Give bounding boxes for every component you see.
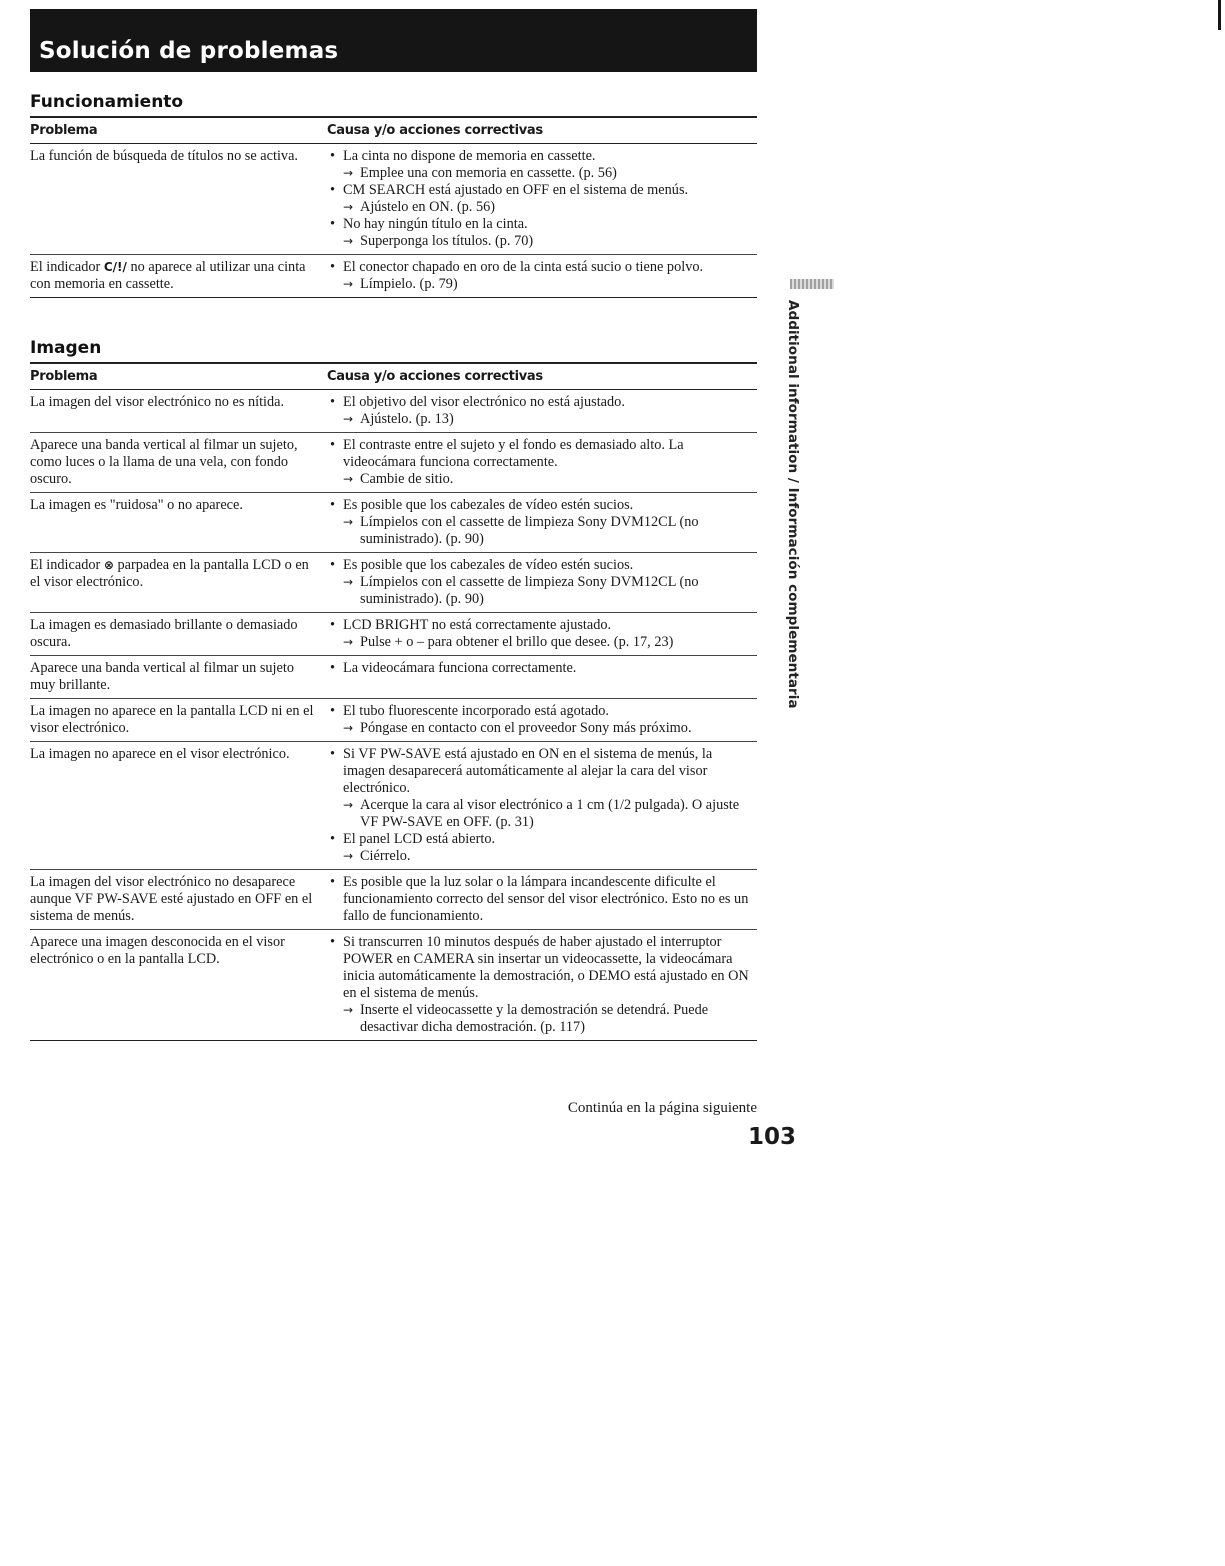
action-item [327,574,757,608]
cause-cell [327,433,757,492]
continue-note: Continúa en la página siguiente [567,1100,757,1116]
problem-cell: La imagen no aparece en la pantalla LCD ni en el visor electrónico. [30,703,314,736]
action-item [327,411,757,428]
action-text: Pulse + o – para obtener el brillo que desee. (p. 17, 23) [360,634,674,650]
cause-text: El tubo fluorescente incorporado está agotado. [343,703,609,719]
problem-text: no aparece al utilizar una cinta con memoria en cassette. [30,259,306,292]
problem-cell: La imagen del visor electrónico no es nítida. [30,394,285,410]
table-row [30,613,757,656]
bullet-icon: • [330,660,336,676]
cause-cell [327,255,757,297]
problem-text: parpadea en la pantalla LCD o en el visor electrónico. [30,557,309,590]
table-row [30,493,757,553]
indicator-icon: C/!/ [103,260,127,274]
action-text: Límpielos con el cassette de limpieza Sony DVM12CL (no suministrado). (p. 90) [360,514,699,547]
problem-cell: La imagen es "ruidosa" o no aparece. [30,497,243,513]
indicator-icon: ⊗ [103,558,114,572]
cause-text: El objetivo del visor electrónico no está ajustado. [343,394,625,410]
arrow-right-icon: → [343,472,354,486]
action-item [327,165,757,182]
action-text: Superponga los títulos. (p. 70) [360,233,534,249]
bullet-icon: • [330,557,336,573]
table-row [30,144,757,255]
cause-item [327,703,757,720]
arrow-right-icon: → [343,515,354,529]
cause-cell [327,144,757,254]
bullet-icon: • [330,703,336,719]
bullet-icon: • [330,934,336,950]
cause-cell [327,742,757,869]
bullet-icon: • [330,874,336,890]
arrow-right-icon: → [343,635,354,649]
bullet-icon: • [330,259,336,275]
problem-text: El indicador [30,259,104,275]
problem-cell: La función de búsqueda de títulos no se activa. [30,148,298,164]
cause-item [327,437,757,471]
cause-cell [327,613,757,655]
cause-text: Es posible que los cabezales de vídeo estén sucios. [343,557,634,573]
table-row [30,656,757,699]
section-imagen [30,334,757,1041]
action-item [327,848,757,865]
problem-cell: La imagen es demasiado brillante o demasiado oscura. [30,617,298,650]
action-text: Acerque la cara al visor electrónico a 1 cm (1/2 pulgada). O ajuste VF PW-SAVE en OFF. (p. 31) [360,797,740,830]
bullet-icon: • [330,617,336,633]
table-row [30,553,757,613]
side-tab-label: Additional information / Información complementaria [785,300,801,709]
cause-text: El contraste entre el sujeto y el fondo es demasiado alto. La videocámara funciona correctamente. [343,437,684,470]
page-title: Solución de problemas [39,38,339,64]
cause-item [327,934,757,1002]
table-row [30,870,757,930]
section-funcionamiento [30,88,757,298]
problem-cell [30,553,327,612]
table-row [30,433,757,493]
cause-text: La videocámara funciona correctamente. [343,660,577,676]
table-row [30,390,757,433]
action-text: Ajústelo en ON. (p. 56) [360,199,496,215]
problem-cell: Aparece una banda vertical al filmar un sujeto, como luces o la llama de una vela, con fondo oscuro. [30,437,298,487]
arrow-right-icon: → [343,234,354,248]
arrow-right-icon: → [343,849,354,863]
cause-item [327,746,757,797]
side-tab [783,300,803,709]
action-item [327,1002,757,1036]
table-header [30,116,757,144]
bullet-icon: • [330,182,336,198]
section-title: Imagen [30,338,102,358]
column-header-problem: Problema [30,369,98,384]
cause-item [327,182,757,199]
problem-text: El indicador [30,557,104,573]
action-item [327,514,757,548]
cause-text: Si VF PW-SAVE está ajustado en ON en el sistema de menús, la imagen desaparecerá automáticamente al alejar la cara del visor electrónico. [343,746,713,796]
cause-text: Es posible que la luz solar o la lámpara incandescente dificulte el funcionamiento correcto del sensor del visor electrónico. Esto no es un fallo de funcionamiento. [343,874,749,924]
action-item [327,797,757,831]
cause-text: Si transcurren 10 minutos después de haber ajustado el interruptor POWER en CAMERA sin insertar un videocassette, la videocámara inicia automáticamente la demostración, o DEMO está ajustado en ON en el sistema de menús. [343,934,749,1001]
table-header [30,362,757,390]
cause-item [327,216,757,233]
bullet-icon: • [330,746,336,762]
cause-item [327,497,757,514]
cause-item [327,394,757,411]
bullet-icon: • [330,216,336,232]
cause-text: LCD BRIGHT no está correctamente ajustado. [343,617,612,633]
arrow-right-icon: → [343,412,354,426]
table-body [30,390,757,1041]
action-text: Ajústelo. (p. 13) [360,411,454,427]
cause-item [327,660,757,677]
cause-item [327,557,757,574]
arrow-right-icon: → [343,200,354,214]
cause-cell [327,930,757,1040]
action-text: Límpielos con el cassette de limpieza Sony DVM12CL (no suministrado). (p. 90) [360,574,699,607]
arrow-right-icon: → [343,166,354,180]
action-item [327,276,757,293]
problem-cell: La imagen del visor electrónico no desaparece aunque VF PW-SAVE esté ajustado en OFF en el sistema de menús. [30,874,313,924]
action-text: Cambie de sitio. [360,471,454,487]
problem-cell [30,255,327,297]
bullet-icon: • [330,394,336,410]
action-text: Inserte el videocassette y la demostración se detendrá. Puede desactivar dicha demostración. (p. 117) [360,1002,709,1035]
problem-cell: Aparece una imagen desconocida en el visor electrónico o en la pantalla LCD. [30,934,285,967]
arrow-right-icon: → [343,798,354,812]
cause-text: El panel LCD está abierto. [343,831,496,847]
problem-cell: La imagen no aparece en el visor electrónico. [30,746,290,762]
table-body [30,144,757,298]
cause-cell [327,870,757,929]
action-text: Límpielo. (p. 79) [360,276,458,292]
table-row [30,255,757,298]
action-item [327,233,757,250]
arrow-right-icon: → [343,575,354,589]
column-header-cause: Causa y/o acciones correctivas [327,123,543,138]
action-item [327,720,757,737]
cause-item [327,874,757,925]
action-item [327,199,757,216]
cause-cell [327,390,757,432]
cause-text: Es posible que los cabezales de vídeo estén sucios. [343,497,634,513]
cause-cell [327,656,757,698]
bullet-icon: • [330,497,336,513]
column-header-problem: Problema [30,123,98,138]
edge-mark [1218,0,1221,30]
troubleshooting-table [30,116,757,298]
problem-cell: Aparece una banda vertical al filmar un sujeto muy brillante. [30,660,294,693]
bullet-icon: • [330,831,336,847]
arrow-right-icon: → [343,277,354,291]
cause-cell [327,699,757,741]
troubleshooting-table [30,362,757,1041]
title-banner [30,9,757,72]
cause-cell [327,493,757,552]
action-item [327,634,757,651]
table-row [30,742,757,870]
column-header-cause: Causa y/o acciones correctivas [327,369,543,384]
arrow-right-icon: → [343,1003,354,1017]
action-text: Póngase en contacto con el proveedor Sony más próximo. [360,720,692,736]
cause-text: No hay ningún título en la cinta. [343,216,528,232]
arrow-right-icon: → [343,721,354,735]
cause-item [327,148,757,165]
cause-item [327,831,757,848]
cause-text: El conector chapado en oro de la cinta está sucio o tiene polvo. [343,259,704,275]
cause-text: CM SEARCH está ajustado en OFF en el sistema de menús. [343,182,689,198]
cause-text: La cinta no dispone de memoria en cassette. [343,148,596,164]
bullet-icon: • [330,437,336,453]
cause-cell [327,553,757,612]
page-number: 103 [748,1124,797,1150]
table-row [30,930,757,1041]
tab-marker [790,279,834,289]
action-item [327,471,757,488]
cause-item [327,617,757,634]
action-text: Ciérrelo. [360,848,411,864]
cause-item [327,259,757,276]
bullet-icon: • [330,148,336,164]
action-text: Emplee una con memoria en cassette. (p. 56) [360,165,617,181]
section-title: Funcionamiento [30,92,184,112]
table-row [30,699,757,742]
